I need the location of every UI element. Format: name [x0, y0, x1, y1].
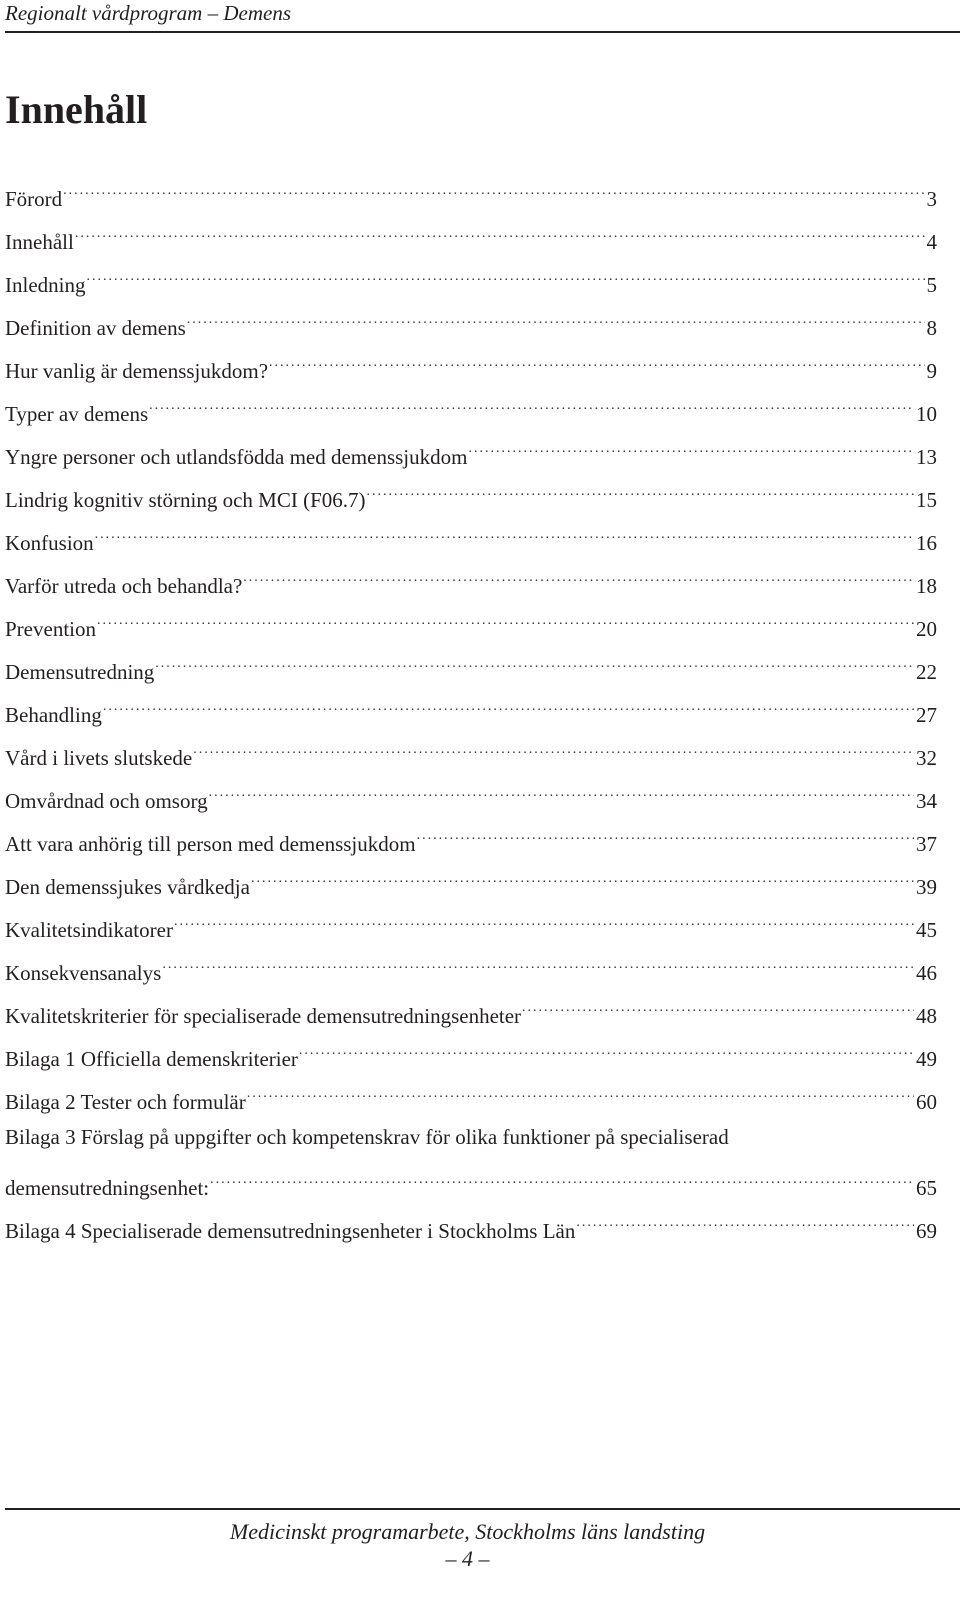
toc-entry-bilaga-3-line1[interactable]: Bilaga 3 Förslag på uppgifter och kompetenskrav för olika funktioner på specialiserad [5, 1125, 729, 1149]
toc-dot-leader [468, 434, 914, 464]
toc-entry-page: 20 [916, 617, 937, 641]
toc-entry-page: 34 [916, 789, 937, 813]
toc-entry-bilaga-3[interactable] [5, 1165, 937, 1208]
toc-entry-page: 37 [916, 832, 937, 856]
toc-entry-inledning[interactable] [5, 262, 937, 305]
toc-entry-forord[interactable] [5, 176, 937, 219]
footer-text: Medicinskt programarbete, Stockholms läns landsting [229, 1519, 706, 1544]
toc-entry-page: 48 [916, 1004, 937, 1028]
toc-entry-label: Förord [5, 187, 63, 211]
toc-entry-yngre-personer[interactable] [5, 434, 937, 477]
toc-entry-behandling[interactable] [5, 692, 937, 735]
toc-entry-label: demensutredningsenhet: [5, 1176, 210, 1200]
toc-dot-leader [193, 735, 914, 765]
toc-entry-definition[interactable] [5, 305, 937, 348]
toc-dot-leader [417, 821, 914, 851]
toc-entry-label: Lindrig kognitiv störning och MCI (F06.7) [5, 488, 366, 512]
header-text: Regionalt vårdprogram – Demens [5, 1, 291, 25]
toc-entry-demensutredning[interactable] [5, 649, 937, 692]
toc-entry-anhorig[interactable] [5, 821, 937, 864]
toc-entry-innehall[interactable] [5, 219, 937, 262]
toc-dot-leader [522, 993, 914, 1023]
page-title: Innehåll [5, 87, 148, 132]
toc-entry-label: Kvalitetsindikatorer [5, 918, 173, 942]
toc-entry-page: 3 [926, 187, 937, 211]
toc-entry-label: Att vara anhörig till person med demenssjukdom [5, 832, 416, 856]
toc-entry-kvalitetskriterier[interactable] [5, 993, 937, 1036]
toc-entry-label: Konsekvensanalys [5, 961, 162, 985]
page-number: – 4 – [445, 1546, 490, 1571]
toc-entry-vardkedja[interactable] [5, 864, 937, 907]
toc-entry-page: 15 [916, 488, 937, 512]
toc-entry-typer[interactable] [5, 391, 937, 434]
toc-entry-label: Konfusion [5, 531, 94, 555]
toc-entry-label: Hur vanlig är demenssjukdom? [5, 359, 269, 383]
toc-entry-page: 45 [916, 918, 937, 942]
toc-entry-page: 32 [916, 746, 937, 770]
toc-entry-label: Inledning [5, 273, 86, 297]
toc-entry-page: 4 [926, 230, 937, 254]
toc-entry-label: Typer av demens [5, 402, 149, 426]
toc-entry-label: Definition av demens [5, 316, 186, 340]
toc-entry-omvardnad[interactable] [5, 778, 937, 821]
toc-entry-page: 13 [916, 445, 937, 469]
toc-entry-label: Demensutredning [5, 660, 155, 684]
toc-dot-leader [95, 520, 914, 550]
toc-entry-page: 9 [926, 359, 937, 383]
toc-entry-label: Innehåll [5, 230, 74, 254]
toc-dot-leader [243, 563, 914, 593]
toc-dot-leader [75, 219, 925, 249]
toc-entry-page: 46 [916, 961, 937, 985]
toc-entry-page: 22 [916, 660, 937, 684]
toc-dot-leader [86, 262, 924, 292]
toc-entry-vard-livets-slutskede[interactable] [5, 735, 937, 778]
toc-dot-leader [155, 649, 914, 679]
toc-dot-leader [247, 1079, 914, 1109]
toc-dot-leader [187, 305, 925, 335]
toc-entry-konsekvensanalys[interactable] [5, 950, 937, 993]
toc-entry-label: Kvalitetskriterier för specialiserade demensutredningsenheter [5, 1004, 522, 1028]
toc-entry-prevention[interactable] [5, 606, 937, 649]
toc-dot-leader [162, 950, 914, 980]
toc-entry-label: Bilaga 2 Tester och formulär [5, 1090, 246, 1114]
toc-entry-label: Den demenssjukes vårdkedja [5, 875, 250, 899]
toc-entry-page: 10 [916, 402, 937, 426]
toc-dot-leader [97, 606, 914, 636]
toc-entry-page: 65 [916, 1176, 937, 1200]
toc-entry-page: 60 [916, 1090, 937, 1114]
toc-entry-label: Omvårdnad och omsorg [5, 789, 208, 813]
toc-dot-leader [367, 477, 915, 507]
toc-entry-bilaga-1[interactable] [5, 1036, 937, 1079]
toc-dot-leader [299, 1036, 914, 1066]
toc-dot-leader [576, 1208, 914, 1238]
toc-dot-leader [174, 907, 914, 937]
toc-dot-leader [149, 391, 914, 421]
toc-entry-label: Bilaga 4 Specialiserade demensutredningsenheter i Stockholms Län [5, 1219, 576, 1243]
toc-dot-leader [210, 1165, 914, 1195]
toc-entry-label: Bilaga 1 Officiella demenskriterier [5, 1047, 298, 1071]
toc-entry-konfusion[interactable] [5, 520, 937, 563]
toc-entry-label: Behandling [5, 703, 102, 727]
toc-entry-label: Vård i livets slutskede [5, 746, 193, 770]
toc-entry-label: Prevention [5, 617, 96, 641]
toc-dot-leader [269, 348, 924, 378]
toc-entry-bilaga-2[interactable] [5, 1079, 937, 1122]
toc-entry-page: 8 [926, 316, 937, 340]
toc-entry-label: Varför utreda och behandla? [5, 574, 243, 598]
toc-entry-page: 18 [916, 574, 937, 598]
toc-dot-leader [251, 864, 914, 894]
toc-entry-page: 39 [916, 875, 937, 899]
toc-entry-page: 16 [916, 531, 937, 555]
toc-entry-kvalitetsindikatorer[interactable] [5, 907, 937, 950]
toc-entry-varfor[interactable] [5, 563, 937, 606]
toc-dot-leader [103, 692, 914, 722]
footer-rule [5, 1508, 960, 1510]
header-rule [5, 31, 960, 33]
running-header [5, 0, 960, 32]
toc-dot-leader [63, 176, 924, 206]
toc-entry-page: 49 [916, 1047, 937, 1071]
toc-entry-lindrig[interactable] [5, 477, 937, 520]
toc-entry-page: 27 [916, 703, 937, 727]
toc-entry-bilaga-4[interactable] [5, 1208, 937, 1251]
toc-dot-leader [209, 778, 914, 808]
toc-entry-label: Yngre personer och utlandsfödda med demenssjukdom [5, 445, 468, 469]
toc-entry-page: 69 [916, 1219, 937, 1243]
toc-entry-page: 5 [926, 273, 937, 297]
toc-entry-hur-vanlig[interactable] [5, 348, 937, 391]
table-of-contents [5, 176, 937, 1251]
